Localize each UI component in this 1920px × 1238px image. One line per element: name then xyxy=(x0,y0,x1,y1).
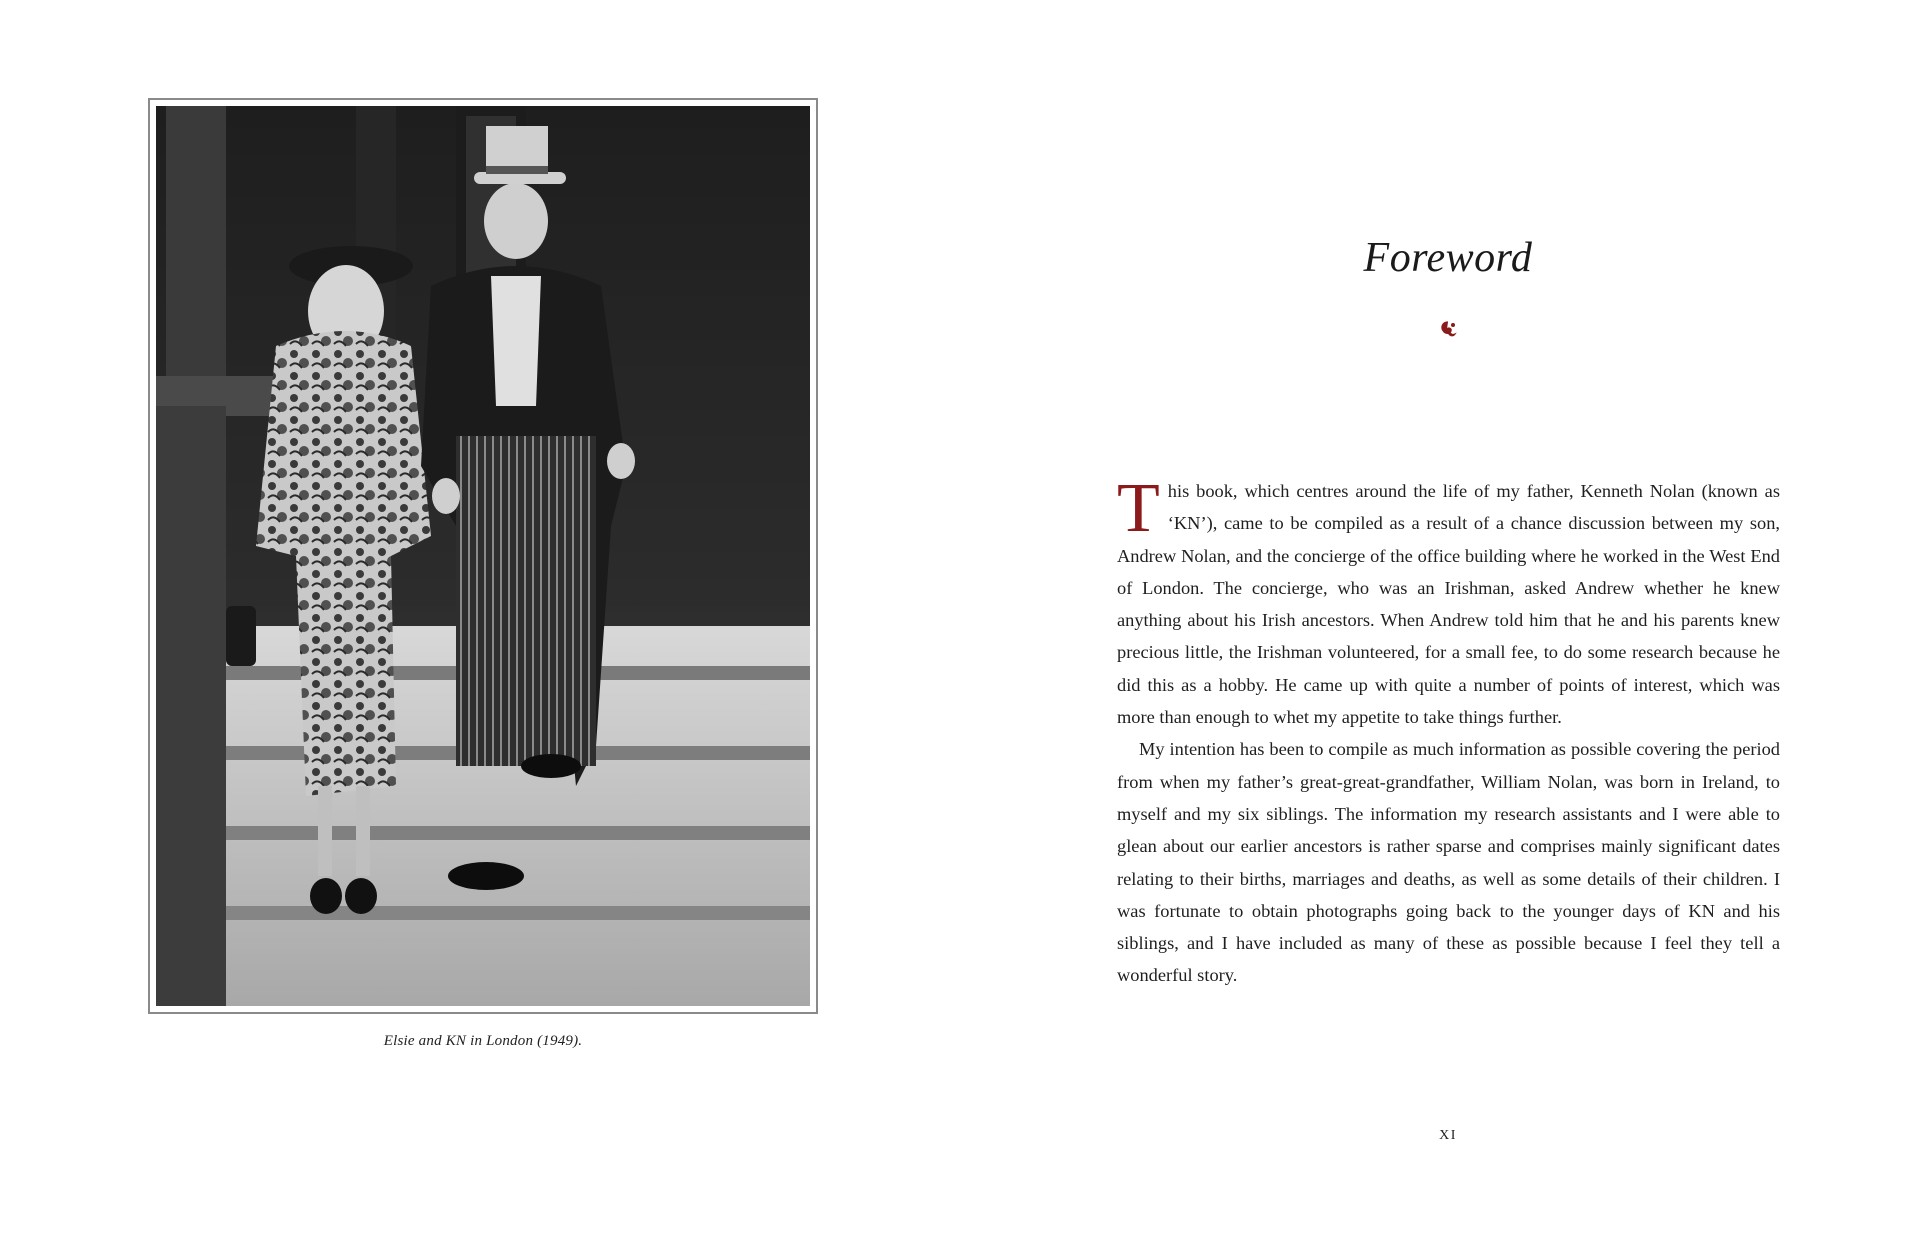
page-number: XI xyxy=(1439,1128,1457,1143)
paragraph-2: My intention has been to compile as much information as possible covering the period from when my father’s great-great-grandfather, William Nolan, was born in Ireland, to myself and my six siblings. The information my research assistants and I were able to glean about our earlier ancestors is rather sparse and comprises mainly significant dates relating to their births, marriages and deaths, as well as some details of their children. I was fortunate to obtain photographs going back to the younger days of KN and his siblings, and I have included as many of these as possible because I feel they tell a wonderful story. xyxy=(1117,739,1780,986)
page-title: Foreword xyxy=(1363,235,1533,281)
paragraph-1 xyxy=(1117,470,1780,733)
fleuron-icon xyxy=(1436,318,1460,342)
photo-caption: Elsie and KN in London (1949). xyxy=(383,1033,583,1049)
paragraph-text: his book, which centres around the life of my father, Kenneth Nolan (known as ‘KN’), came to be compiled as a result of a chance discussion between my son, Andrew Nolan, and the concierge of the office building where he worked in the West End of London. The concierge, who was an Irishman, asked Andrew whether he knew anything about his Irish ancestors. When Andrew told him that he and his parents knew precious little, the Irishman volunteered, for a small fee, to do some research because he did this as a hobby. He came up with quite a number of points of interest, which was more than enough to whet my appetite to take things further. xyxy=(1117,481,1780,728)
drop-cap: T xyxy=(1117,470,1160,547)
photograph xyxy=(156,106,810,1006)
photograph-icon xyxy=(156,106,810,1006)
photo-frame xyxy=(148,98,818,1014)
foreword-body xyxy=(1117,470,1780,992)
